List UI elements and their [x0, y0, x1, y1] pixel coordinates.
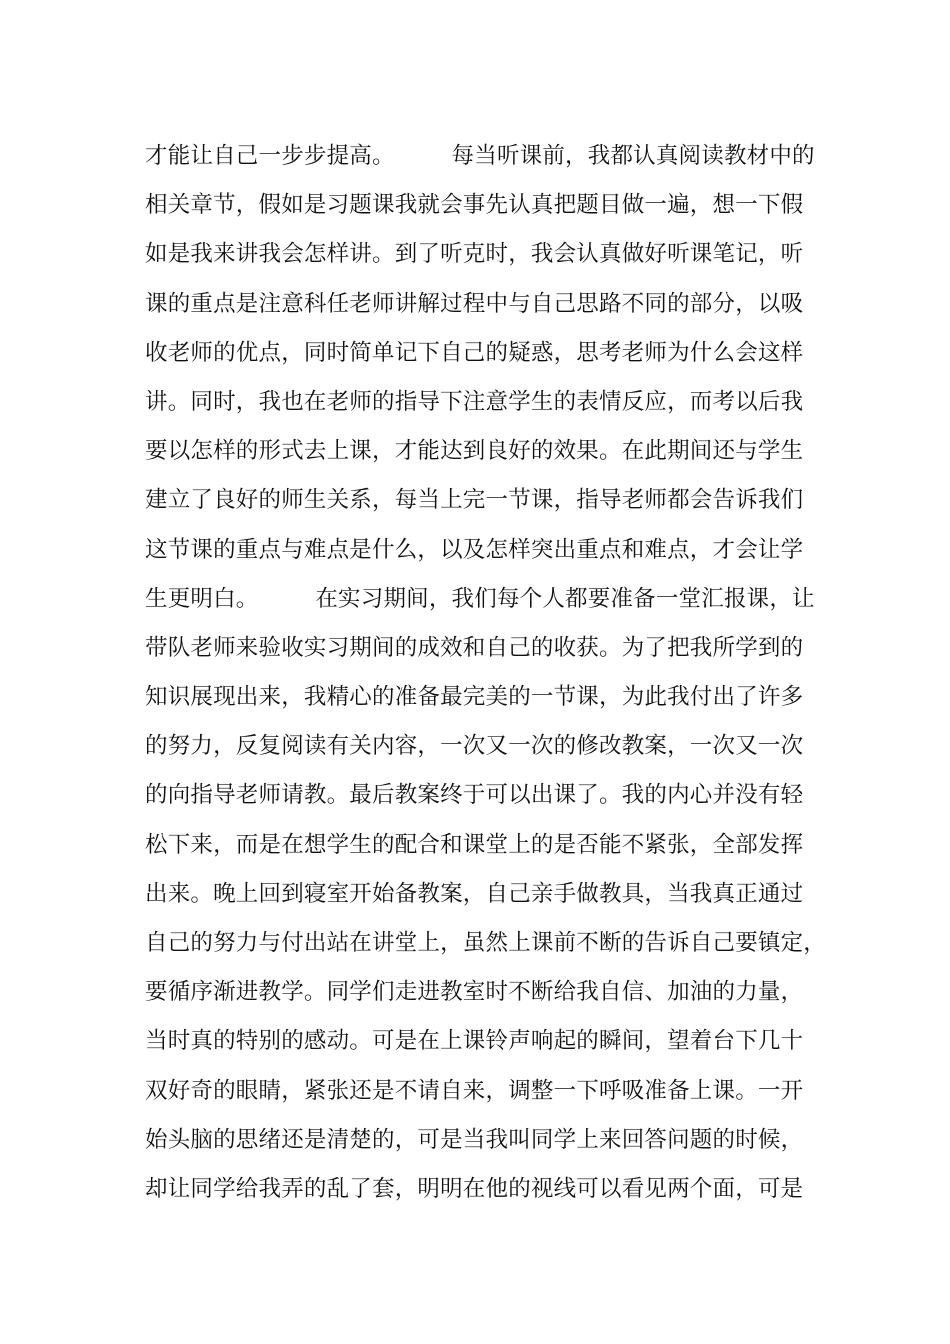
text-line: 课的重点是注意科任老师讲解过程中与自己思路不同的部分，以吸	[145, 290, 804, 317]
text-line: 知识展现出来，我精心的准备最完美的一节课，为此我付出了许多	[145, 684, 804, 711]
text-line: 要以怎样的形式去上课，才能达到良好的效果。在此期间还与学生	[145, 438, 804, 465]
text-line: 却让同学给我弄的乱了套，明明在他的视线可以看见两个面，可是	[145, 1175, 804, 1202]
text-line: 收老师的优点，同时简单记下自己的疑惑，思考老师为什么会这样	[145, 339, 804, 366]
text-line: 生更明白。 在实习期间，我们每个人都要准备一堂汇报课，让	[145, 585, 815, 612]
text-line: 这节课的重点与难点是什么，以及怎样突出重点和难点，才会让学	[145, 536, 804, 563]
text-line: 才能让自己一步步提高。 每当听课前，我都认真阅读教材中的	[145, 143, 815, 169]
text-line: 自己的努力与付出站在讲堂上，虽然上课前不断的告诉自己要镇定，	[145, 930, 827, 956]
text-line: 的努力，反复阅读有关内容，一次又一次的修改教案，一次又一次	[145, 733, 804, 760]
text-line: 要循序渐进教学。同学们走进教室时不断给我自信、加油的力量，	[145, 979, 804, 1006]
text-line: 的向指导老师请教。最后教案终于可以出课了。我的内心并没有轻	[145, 782, 804, 809]
body-text	[145, 132, 825, 1214]
text-line: 双好奇的眼睛，紧张还是不请自来，调整一下呼吸准备上课。一开	[145, 1077, 804, 1104]
text-line: 如是我来讲我会怎样讲。到了听克时，我会认真做好听课笔记，听	[145, 241, 804, 268]
text-line: 始头脑的思绪还是清楚的，可是当我叫同学上来回答问题的时候，	[145, 1126, 804, 1153]
text-line: 建立了良好的师生关系，每当上完一节课，指导老师都会告诉我们	[145, 487, 804, 514]
text-line: 当时真的特别的感动。可是在上课铃声响起的瞬间，望着台下几十	[145, 1028, 804, 1055]
text-line: 松下来，而是在想学生的配合和课堂上的是否能不紧张，全部发挥	[145, 831, 804, 858]
text-line: 相关章节，假如是习题课我就会事先认真把题目做一遍，想一下假	[145, 192, 804, 219]
text-line: 出来。晚上回到寝室开始备教案，自己亲手做教具，当我真正通过	[145, 880, 804, 907]
text-line: 带队老师来验收实习期间的成效和自己的收获。为了把我所学到的	[145, 634, 804, 661]
text-line: 讲。同时，我也在老师的指导下注意学生的表情反应，而考以后我	[145, 388, 804, 415]
